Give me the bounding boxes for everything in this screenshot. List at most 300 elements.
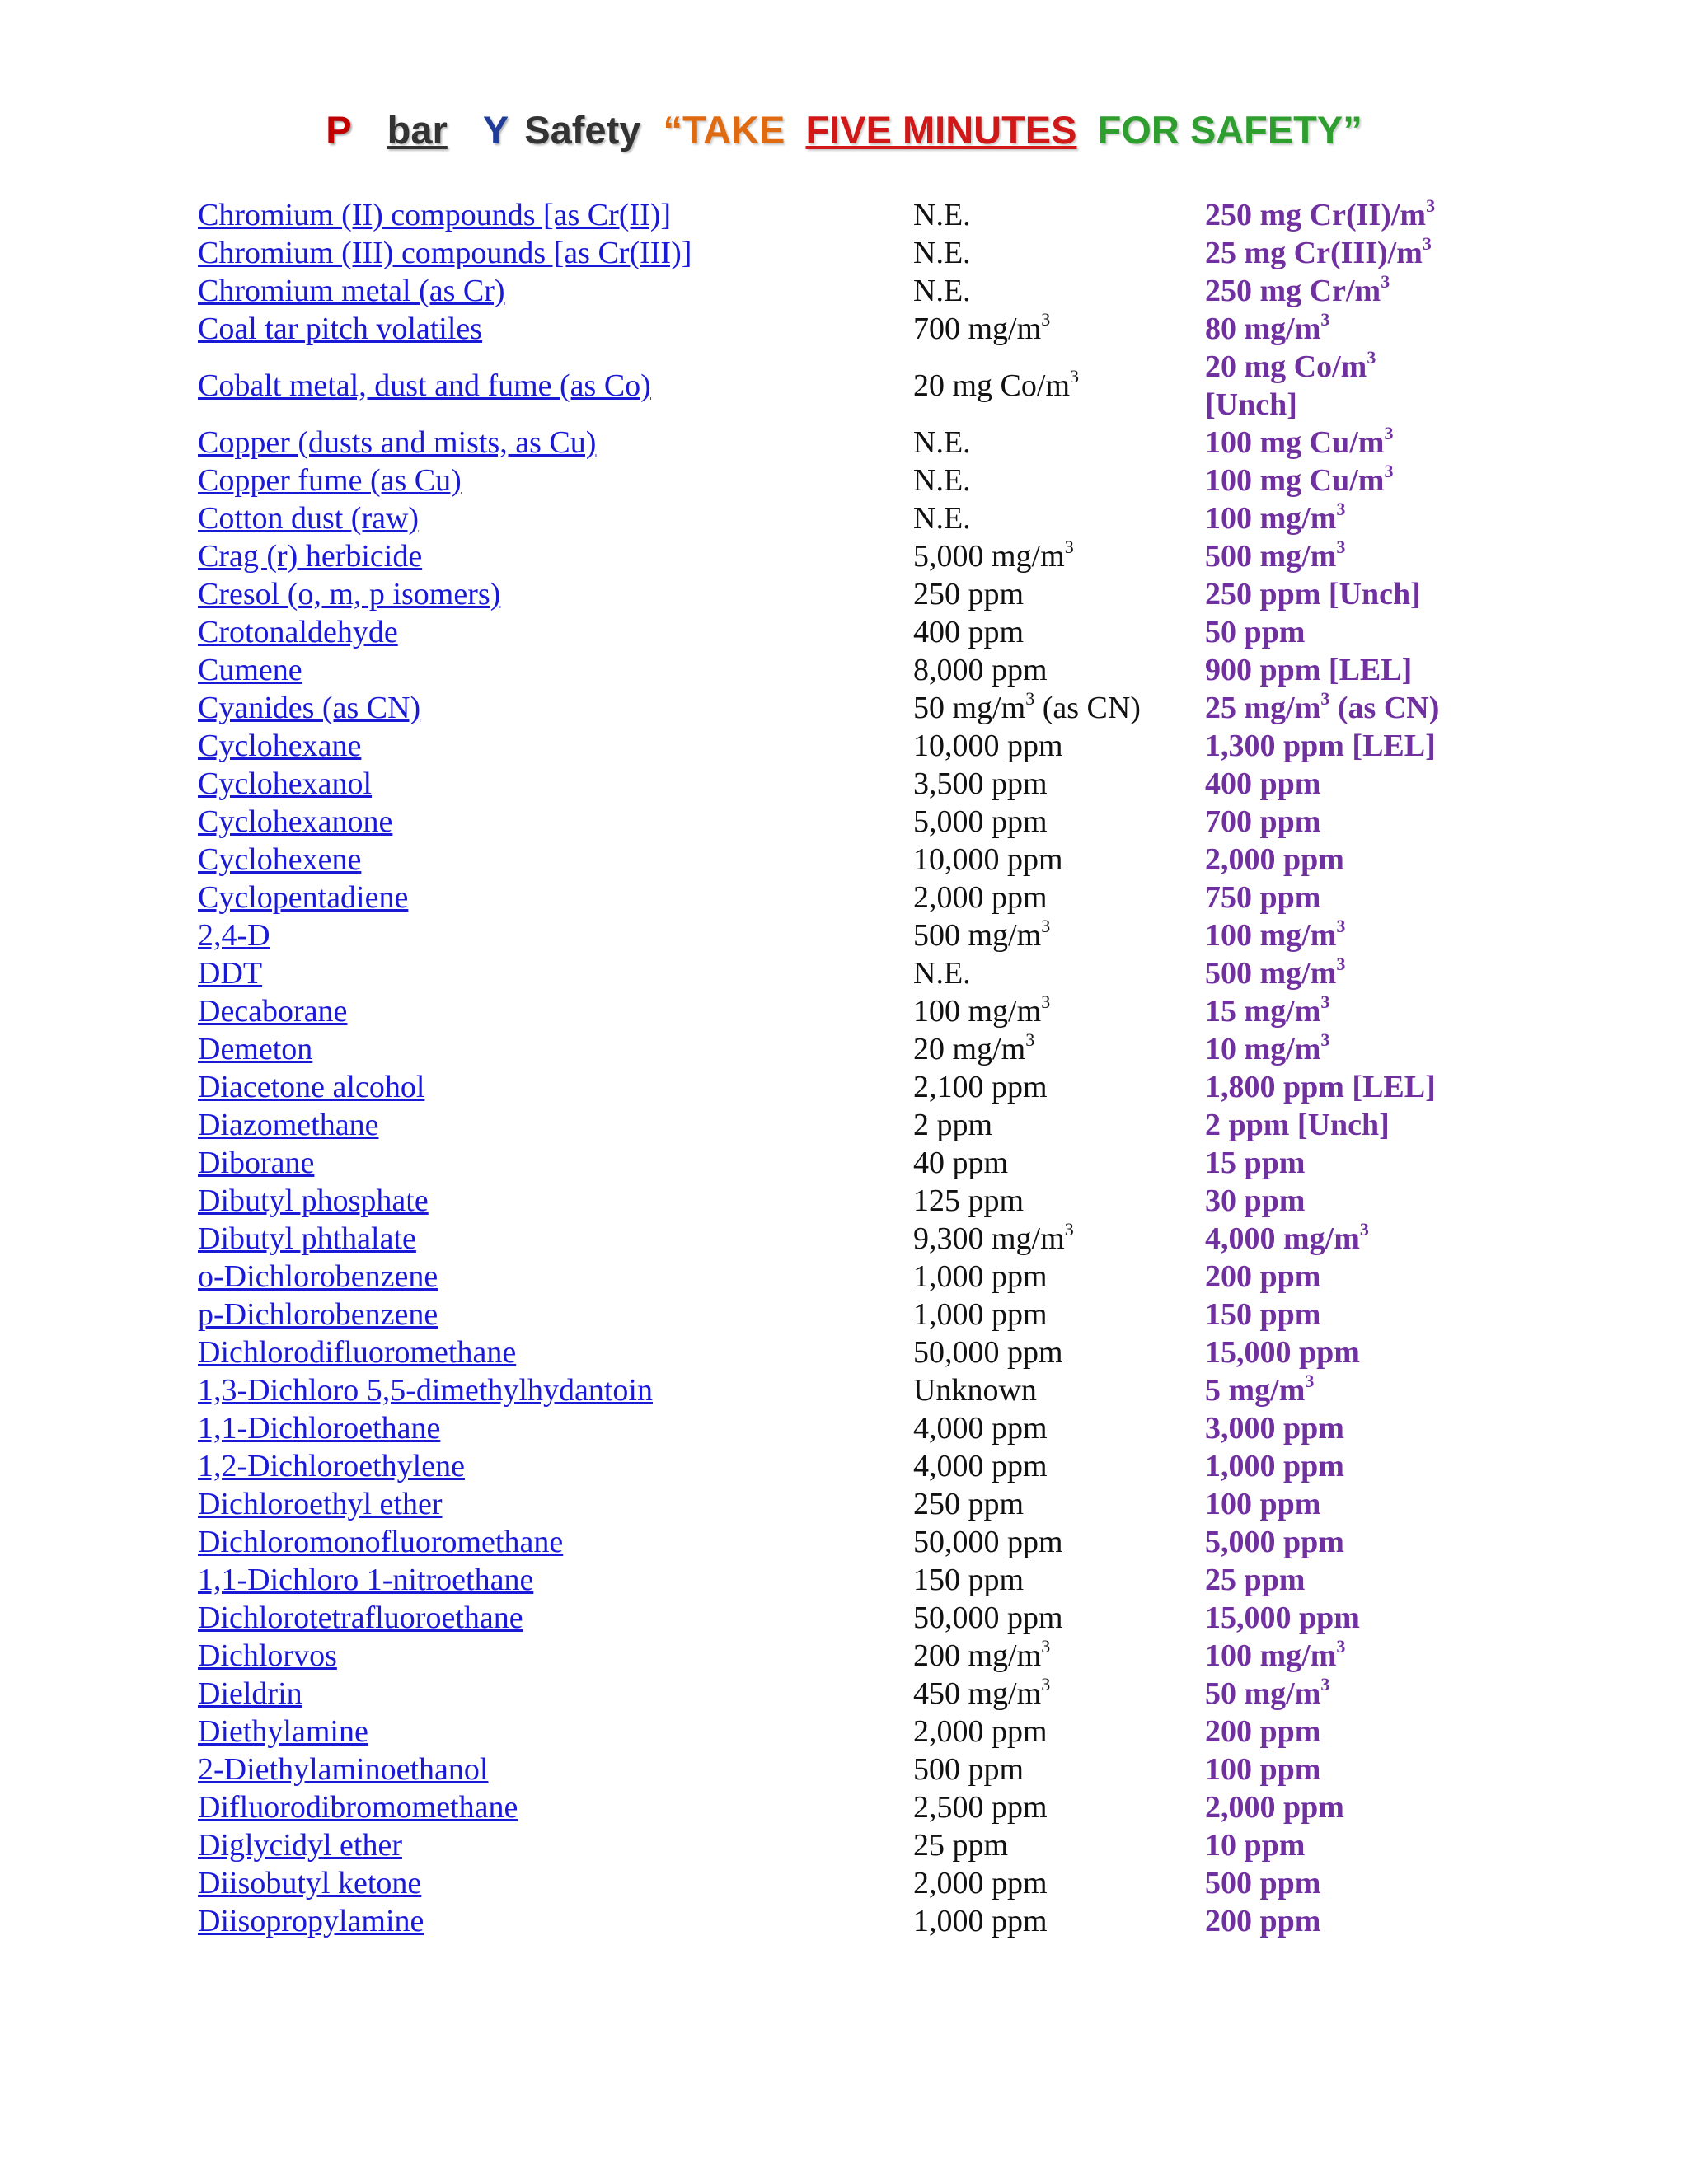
table-row bbox=[198, 954, 1502, 992]
chemical-name-cell bbox=[198, 1864, 913, 1902]
original-idlh-value: 50,000 ppm bbox=[913, 1335, 1063, 1370]
chemical-name-link[interactable]: p-Dichlorobenzene bbox=[198, 1297, 438, 1332]
chemical-name-cell bbox=[198, 310, 913, 348]
unit-superscript: 3 bbox=[1426, 195, 1436, 217]
chemical-name-link[interactable]: 2,4-D bbox=[198, 918, 270, 953]
chemical-name-link[interactable]: Cyclohexanone bbox=[198, 804, 393, 839]
original-idlh-value: 1,000 ppm bbox=[913, 1259, 1048, 1294]
original-idlh-value: 200 mg/m bbox=[913, 1638, 1042, 1673]
revised-idlh-cell bbox=[1205, 272, 1502, 310]
revised-idlh-value: 100 ppm bbox=[1205, 1487, 1321, 1521]
revised-idlh-cell bbox=[1205, 916, 1502, 954]
original-idlh-value: N.E. bbox=[913, 236, 971, 270]
unit-superscript: 3 bbox=[1041, 916, 1051, 937]
original-idlh-value: 500 ppm bbox=[913, 1752, 1025, 1787]
original-idlh-cell bbox=[913, 613, 1205, 651]
original-idlh-cell bbox=[913, 1485, 1205, 1523]
original-idlh-cell bbox=[913, 1409, 1205, 1447]
revised-idlh-value: 200 ppm bbox=[1205, 1714, 1321, 1749]
unit-superscript: 3 bbox=[1336, 954, 1346, 975]
chemical-name-cell bbox=[198, 1523, 913, 1561]
revised-idlh-cell bbox=[1205, 1068, 1502, 1106]
chemical-name-cell bbox=[198, 992, 913, 1030]
original-idlh-cell bbox=[913, 1220, 1205, 1258]
chemical-name-cell bbox=[198, 1030, 913, 1068]
revised-idlh-cell bbox=[1205, 803, 1502, 841]
chemical-name-link[interactable]: 1,1-Dichloro 1-nitroethane bbox=[198, 1563, 534, 1597]
table-row bbox=[198, 992, 1502, 1030]
revised-idlh-cell bbox=[1205, 537, 1502, 575]
revised-idlh-value: 25 mg/m bbox=[1205, 691, 1321, 725]
original-idlh-value: 2,000 ppm bbox=[913, 1714, 1048, 1749]
original-idlh-cell bbox=[913, 1864, 1205, 1902]
chemical-name-link[interactable]: Dichloroethyl ether bbox=[198, 1487, 443, 1521]
table-row bbox=[198, 1106, 1502, 1144]
chemical-name-link[interactable]: Copper (dusts and mists, as Cu) bbox=[198, 425, 597, 460]
chemical-name-cell bbox=[198, 1599, 913, 1637]
original-idlh-cell bbox=[913, 1030, 1205, 1068]
original-idlh-value: 100 mg/m bbox=[913, 994, 1042, 1029]
revised-idlh-cell bbox=[1205, 1447, 1502, 1485]
revised-idlh-cell bbox=[1205, 689, 1502, 727]
revised-idlh-value: 500 mg/m bbox=[1205, 956, 1337, 991]
unit-superscript: 3 bbox=[1064, 1219, 1074, 1240]
chemical-name-cell bbox=[198, 1826, 913, 1864]
unit-superscript: 3 bbox=[1064, 537, 1074, 558]
chemical-name-cell bbox=[198, 499, 913, 537]
unit-superscript: 3 bbox=[1336, 916, 1346, 937]
original-idlh-value: 50,000 ppm bbox=[913, 1601, 1063, 1635]
original-idlh-value: 250 ppm bbox=[913, 577, 1025, 612]
revised-idlh-value: 100 mg Cu/m bbox=[1205, 425, 1385, 460]
revised-idlh-value: 700 ppm bbox=[1205, 804, 1321, 839]
revised-idlh-cell bbox=[1205, 1485, 1502, 1523]
revised-idlh-cell bbox=[1205, 1144, 1502, 1182]
chemical-name-link[interactable]: Chromium (III) compounds [as Cr(III)] bbox=[198, 236, 692, 270]
chemical-name-cell bbox=[198, 1675, 913, 1713]
revised-idlh-value: 100 ppm bbox=[1205, 1752, 1321, 1787]
revised-idlh-value: 5,000 ppm bbox=[1205, 1525, 1344, 1559]
chemical-name-link[interactable]: Decaborane bbox=[198, 994, 348, 1029]
header-take: “TAKE bbox=[663, 108, 785, 152]
table-row bbox=[198, 916, 1502, 954]
original-idlh-value: 1,000 ppm bbox=[913, 1297, 1048, 1332]
table-row bbox=[198, 1144, 1502, 1182]
unit-superscript: 3 bbox=[1070, 366, 1080, 387]
revised-idlh-suffix: (as CN) bbox=[1329, 691, 1440, 725]
table-row bbox=[198, 1258, 1502, 1296]
revised-idlh-value: 15 ppm bbox=[1205, 1146, 1306, 1180]
unit-superscript: 3 bbox=[1041, 309, 1051, 330]
revised-idlh-cell bbox=[1205, 954, 1502, 992]
original-idlh-cell bbox=[913, 765, 1205, 803]
table-row bbox=[198, 1220, 1502, 1258]
revised-idlh-cell bbox=[1205, 575, 1502, 613]
original-idlh-cell bbox=[913, 1106, 1205, 1144]
revised-idlh-cell bbox=[1205, 196, 1502, 234]
header-logo-p: P bbox=[326, 108, 352, 152]
revised-idlh-value: 500 mg/m bbox=[1205, 539, 1337, 574]
chemical-name-cell bbox=[198, 272, 913, 310]
chemical-name-cell bbox=[198, 348, 913, 424]
chemical-name-cell bbox=[198, 954, 913, 992]
original-idlh-cell bbox=[913, 1523, 1205, 1561]
revised-idlh-value: 2,000 ppm bbox=[1205, 842, 1344, 877]
header-five-minutes: FIVE MINUTES bbox=[805, 108, 1077, 152]
table-row bbox=[198, 348, 1502, 424]
table-row bbox=[198, 1409, 1502, 1447]
revised-idlh-value: 1,300 ppm [LEL] bbox=[1205, 729, 1436, 763]
original-idlh-cell bbox=[913, 879, 1205, 916]
revised-idlh-value: 50 ppm bbox=[1205, 615, 1306, 649]
chemical-name-link[interactable]: Cyanides (as CN) bbox=[198, 691, 421, 725]
chemical-name-cell bbox=[198, 1788, 913, 1826]
unit-superscript: 3 bbox=[1320, 309, 1330, 330]
table-row bbox=[198, 1713, 1502, 1750]
chemical-name-cell bbox=[198, 1296, 913, 1333]
chemical-name-link[interactable]: Diazomethane bbox=[198, 1108, 379, 1142]
unit-superscript: 3 bbox=[1367, 347, 1376, 368]
original-idlh-value: 40 ppm bbox=[913, 1146, 1009, 1180]
chemical-name-link[interactable]: Dichlorotetrafluoroethane bbox=[198, 1601, 523, 1635]
chemical-name-cell bbox=[198, 803, 913, 841]
original-idlh-value: 20 mg/m bbox=[913, 1032, 1026, 1066]
chemical-name-link[interactable]: Cyclohexene bbox=[198, 842, 362, 877]
table-row bbox=[198, 1068, 1502, 1106]
page-header bbox=[0, 107, 1688, 152]
table-row bbox=[198, 537, 1502, 575]
revised-idlh-cell bbox=[1205, 1675, 1502, 1713]
chemical-name-cell bbox=[198, 1485, 913, 1523]
chemical-name-link[interactable]: 1,3-Dichloro 5,5-dimethylhydantoin bbox=[198, 1373, 653, 1408]
original-idlh-value: 3,500 ppm bbox=[913, 766, 1048, 801]
revised-idlh-value: 100 mg/m bbox=[1205, 1638, 1337, 1673]
table-row bbox=[198, 765, 1502, 803]
unit-superscript: 3 bbox=[1320, 1674, 1330, 1695]
revised-idlh-cell bbox=[1205, 1788, 1502, 1826]
revised-idlh-cell bbox=[1205, 651, 1502, 689]
revised-idlh-cell bbox=[1205, 234, 1502, 272]
original-idlh-value: N.E. bbox=[913, 425, 971, 460]
original-idlh-cell bbox=[913, 1333, 1205, 1371]
revised-idlh-cell bbox=[1205, 1561, 1502, 1599]
unit-superscript: 3 bbox=[1422, 233, 1432, 255]
original-idlh-value: 2,500 ppm bbox=[913, 1790, 1048, 1825]
table-row bbox=[198, 499, 1502, 537]
revised-idlh-cell bbox=[1205, 879, 1502, 916]
chemical-name-link[interactable]: Diglycidyl ether bbox=[198, 1828, 402, 1863]
chemical-name-cell bbox=[198, 462, 913, 499]
header-logo-bar: bar bbox=[387, 108, 448, 152]
original-idlh-value: 4,000 ppm bbox=[913, 1449, 1048, 1483]
revised-idlh-value: 1,000 ppm bbox=[1205, 1449, 1344, 1483]
original-idlh-cell bbox=[913, 727, 1205, 765]
table-row bbox=[198, 1182, 1502, 1220]
revised-idlh-value: 250 mg Cr/m bbox=[1205, 274, 1381, 308]
revised-idlh-note: [Unch] bbox=[1205, 387, 1297, 422]
original-idlh-value: 250 ppm bbox=[913, 1487, 1025, 1521]
unit-superscript: 3 bbox=[1041, 991, 1051, 1013]
chemical-name-cell bbox=[198, 1371, 913, 1409]
revised-idlh-cell bbox=[1205, 1409, 1502, 1447]
chemical-name-link[interactable]: Dibutyl phosphate bbox=[198, 1183, 429, 1218]
chemical-name-link[interactable]: Crotonaldehyde bbox=[198, 615, 398, 649]
revised-idlh-value: 100 mg/m bbox=[1205, 918, 1337, 953]
table-row bbox=[198, 1561, 1502, 1599]
table-row bbox=[198, 803, 1502, 841]
unit-superscript: 3 bbox=[1336, 1636, 1346, 1657]
unit-superscript: 3 bbox=[1320, 991, 1330, 1013]
original-idlh-cell bbox=[913, 1902, 1205, 1940]
original-idlh-value: 5,000 mg/m bbox=[913, 539, 1065, 574]
table-row bbox=[198, 272, 1502, 310]
chemical-name-link[interactable]: o-Dichlorobenzene bbox=[198, 1259, 438, 1294]
revised-idlh-cell bbox=[1205, 499, 1502, 537]
revised-idlh-value: 3,000 ppm bbox=[1205, 1411, 1344, 1446]
chemical-name-link[interactable]: Cumene bbox=[198, 653, 302, 687]
original-idlh-cell bbox=[913, 1371, 1205, 1409]
table-row bbox=[198, 1675, 1502, 1713]
chemical-name-cell bbox=[198, 1258, 913, 1296]
revised-idlh-value: 200 ppm bbox=[1205, 1904, 1321, 1938]
revised-idlh-value: 750 ppm bbox=[1205, 880, 1321, 915]
table-row bbox=[198, 1599, 1502, 1637]
original-idlh-cell bbox=[913, 1788, 1205, 1826]
chemical-name-cell bbox=[198, 651, 913, 689]
table-row bbox=[198, 1788, 1502, 1826]
revised-idlh-cell bbox=[1205, 1713, 1502, 1750]
chemical-name-link[interactable]: Coal tar pitch volatiles bbox=[198, 312, 483, 346]
chemical-name-link[interactable]: Dichlorodifluoromethane bbox=[198, 1335, 517, 1370]
table-row bbox=[198, 1447, 1502, 1485]
table-row bbox=[198, 689, 1502, 727]
header-for-safety: FOR SAFETY” bbox=[1097, 108, 1362, 152]
table-row bbox=[198, 1371, 1502, 1409]
revised-idlh-value: 100 mg Cu/m bbox=[1205, 463, 1385, 498]
chemical-name-cell bbox=[198, 765, 913, 803]
revised-idlh-cell bbox=[1205, 1864, 1502, 1902]
chemical-name-cell bbox=[198, 1447, 913, 1485]
chemical-name-link[interactable]: 1,2-Dichloroethylene bbox=[198, 1449, 465, 1483]
revised-idlh-cell bbox=[1205, 462, 1502, 499]
original-idlh-value: 10,000 ppm bbox=[913, 729, 1063, 763]
revised-idlh-value: 900 ppm [LEL] bbox=[1205, 653, 1413, 687]
revised-idlh-cell bbox=[1205, 424, 1502, 462]
chemical-name-cell bbox=[198, 1637, 913, 1675]
table-row bbox=[198, 613, 1502, 651]
revised-idlh-value: 25 mg Cr(III)/m bbox=[1205, 236, 1423, 270]
original-idlh-cell bbox=[913, 651, 1205, 689]
revised-idlh-cell bbox=[1205, 1182, 1502, 1220]
revised-idlh-value: 15 mg/m bbox=[1205, 994, 1321, 1029]
chemical-name-cell bbox=[198, 1220, 913, 1258]
original-idlh-cell bbox=[913, 1675, 1205, 1713]
original-idlh-value: 125 ppm bbox=[913, 1183, 1025, 1218]
chemical-name-link[interactable]: Cotton dust (raw) bbox=[198, 501, 420, 536]
table-row bbox=[198, 1030, 1502, 1068]
original-idlh-cell bbox=[913, 234, 1205, 272]
original-idlh-value: 50 mg/m bbox=[913, 691, 1026, 725]
unit-superscript: 3 bbox=[1381, 271, 1390, 293]
original-idlh-value: N.E. bbox=[913, 956, 971, 991]
original-idlh-value: 400 ppm bbox=[913, 615, 1025, 649]
chemical-name-link[interactable]: 1,1-Dichloroethane bbox=[198, 1411, 441, 1446]
revised-idlh-cell bbox=[1205, 1902, 1502, 1940]
original-idlh-value: 2,000 ppm bbox=[913, 1866, 1048, 1900]
chemical-name-link[interactable]: Chromium metal (as Cr) bbox=[198, 274, 505, 308]
original-idlh-cell bbox=[913, 916, 1205, 954]
revised-idlh-cell bbox=[1205, 348, 1502, 424]
unit-superscript: 3 bbox=[1041, 1636, 1051, 1657]
original-idlh-value: 25 ppm bbox=[913, 1828, 1009, 1863]
revised-idlh-value: 10 mg/m bbox=[1205, 1032, 1321, 1066]
original-idlh-cell bbox=[913, 689, 1205, 727]
chemical-name-cell bbox=[198, 196, 913, 234]
table-row bbox=[198, 234, 1502, 272]
unit-superscript: 3 bbox=[1320, 1029, 1330, 1051]
header-safety: Safety bbox=[524, 108, 641, 152]
original-idlh-cell bbox=[913, 803, 1205, 841]
chemical-name-cell bbox=[198, 1144, 913, 1182]
unit-superscript: 3 bbox=[1041, 1674, 1051, 1695]
table-row bbox=[198, 1637, 1502, 1675]
revised-idlh-cell bbox=[1205, 1030, 1502, 1068]
original-idlh-cell bbox=[913, 1182, 1205, 1220]
original-idlh-cell bbox=[913, 954, 1205, 992]
chemical-name-link[interactable]: 2-Diethylaminoethanol bbox=[198, 1752, 489, 1787]
header-logo-y: Y bbox=[482, 108, 509, 152]
chemical-name-link[interactable]: Cobalt metal, dust and fume (as Co) bbox=[198, 368, 651, 403]
chemical-name-link[interactable]: Demeton bbox=[198, 1032, 313, 1066]
chemical-name-link[interactable]: Cyclopentadiene bbox=[198, 880, 409, 915]
table-row bbox=[198, 727, 1502, 765]
table-row bbox=[198, 1296, 1502, 1333]
revised-idlh-cell bbox=[1205, 1333, 1502, 1371]
chemical-name-cell bbox=[198, 575, 913, 613]
chemical-name-link[interactable]: DDT bbox=[198, 956, 263, 991]
chemical-name-cell bbox=[198, 1750, 913, 1788]
chemical-name-link[interactable]: Crag (r) herbicide bbox=[198, 539, 423, 574]
table-row bbox=[198, 1864, 1502, 1902]
original-idlh-cell bbox=[913, 1447, 1205, 1485]
revised-idlh-cell bbox=[1205, 310, 1502, 348]
chemical-name-link[interactable]: Diisobutyl ketone bbox=[198, 1866, 422, 1900]
original-idlh-cell bbox=[913, 1258, 1205, 1296]
revised-idlh-value: 100 mg/m bbox=[1205, 501, 1337, 536]
revised-idlh-value: 4,000 mg/m bbox=[1205, 1221, 1360, 1256]
original-idlh-value: 4,000 ppm bbox=[913, 1411, 1048, 1446]
unit-superscript: 3 bbox=[1359, 1219, 1369, 1240]
chemical-name-link[interactable]: Diisopropylamine bbox=[198, 1904, 424, 1938]
original-idlh-value: 700 mg/m bbox=[913, 312, 1042, 346]
revised-idlh-cell bbox=[1205, 1826, 1502, 1864]
chemical-name-link[interactable]: Chromium (II) compounds [as Cr(II)] bbox=[198, 198, 672, 232]
table-row bbox=[198, 310, 1502, 348]
chemical-name-cell bbox=[198, 1182, 913, 1220]
original-idlh-value: 50,000 ppm bbox=[913, 1525, 1063, 1559]
revised-idlh-value: 250 ppm [Unch] bbox=[1205, 577, 1421, 612]
chemical-name-link[interactable]: Diethylamine bbox=[198, 1714, 368, 1749]
original-idlh-value: 10,000 ppm bbox=[913, 842, 1063, 877]
chemical-name-link[interactable]: Cyclohexane bbox=[198, 729, 362, 763]
unit-superscript: 3 bbox=[1025, 1029, 1035, 1051]
unit-superscript: 3 bbox=[1384, 461, 1394, 482]
revised-idlh-cell bbox=[1205, 1750, 1502, 1788]
original-idlh-cell bbox=[913, 841, 1205, 879]
chemical-name-cell bbox=[198, 1713, 913, 1750]
revised-idlh-value: 25 ppm bbox=[1205, 1563, 1306, 1597]
revised-idlh-value: 15,000 ppm bbox=[1205, 1335, 1360, 1370]
original-idlh-value: N.E. bbox=[913, 198, 971, 232]
unit-superscript: 3 bbox=[1384, 423, 1394, 444]
original-idlh-cell bbox=[913, 348, 1205, 424]
original-idlh-cell bbox=[913, 1561, 1205, 1599]
original-idlh-value: 9,300 mg/m bbox=[913, 1221, 1065, 1256]
chemical-name-link[interactable]: Difluorodibromomethane bbox=[198, 1790, 518, 1825]
table-row bbox=[198, 424, 1502, 462]
revised-idlh-value: 2,000 ppm bbox=[1205, 1790, 1344, 1825]
unit-superscript: 3 bbox=[1320, 688, 1330, 710]
revised-idlh-cell bbox=[1205, 727, 1502, 765]
table-row bbox=[198, 1902, 1502, 1940]
table-row bbox=[198, 1333, 1502, 1371]
chemical-name-link[interactable]: Dieldrin bbox=[198, 1676, 302, 1711]
unit-superscript: 3 bbox=[1025, 688, 1035, 710]
table-row bbox=[198, 879, 1502, 916]
chemical-name-link[interactable]: Diacetone alcohol bbox=[198, 1070, 425, 1104]
revised-idlh-cell bbox=[1205, 613, 1502, 651]
original-idlh-cell bbox=[913, 272, 1205, 310]
original-idlh-cell bbox=[913, 1144, 1205, 1182]
table-row bbox=[198, 1826, 1502, 1864]
chemical-name-link[interactable]: Copper fume (as Cu) bbox=[198, 463, 462, 498]
revised-idlh-value: 500 ppm bbox=[1205, 1866, 1321, 1900]
chemical-name-cell bbox=[198, 537, 913, 575]
chemical-name-link[interactable]: Cyclohexanol bbox=[198, 766, 373, 801]
revised-idlh-cell bbox=[1205, 1599, 1502, 1637]
original-idlh-cell bbox=[913, 1637, 1205, 1675]
table-row bbox=[198, 841, 1502, 879]
original-idlh-cell bbox=[913, 499, 1205, 537]
revised-idlh-value: 250 mg Cr(II)/m bbox=[1205, 198, 1427, 232]
table-row bbox=[198, 651, 1502, 689]
original-idlh-value: Unknown bbox=[913, 1373, 1037, 1408]
chemical-name-link[interactable]: Cresol (o, m, p isomers) bbox=[198, 577, 501, 612]
original-idlh-cell bbox=[913, 1599, 1205, 1637]
revised-idlh-cell bbox=[1205, 765, 1502, 803]
revised-idlh-value: 10 ppm bbox=[1205, 1828, 1306, 1863]
original-idlh-value: N.E. bbox=[913, 463, 971, 498]
chemical-name-link[interactable]: Diborane bbox=[198, 1146, 315, 1180]
original-idlh-suffix: (as CN) bbox=[1034, 691, 1141, 725]
chemical-name-link[interactable]: Dichlorvos bbox=[198, 1638, 337, 1673]
chemical-name-link[interactable]: Dibutyl phthalate bbox=[198, 1221, 416, 1256]
chemical-name-link[interactable]: Dichloromonofluoromethane bbox=[198, 1525, 564, 1559]
original-idlh-cell bbox=[913, 537, 1205, 575]
revised-idlh-value: 30 ppm bbox=[1205, 1183, 1306, 1218]
table-row bbox=[198, 1750, 1502, 1788]
revised-idlh-value: 200 ppm bbox=[1205, 1259, 1321, 1294]
revised-idlh-value: 80 mg/m bbox=[1205, 312, 1321, 346]
original-idlh-value: 500 mg/m bbox=[913, 918, 1042, 953]
original-idlh-cell bbox=[913, 1750, 1205, 1788]
original-idlh-value: N.E. bbox=[913, 274, 971, 308]
original-idlh-value: 2,100 ppm bbox=[913, 1070, 1048, 1104]
revised-idlh-cell bbox=[1205, 1106, 1502, 1144]
original-idlh-value: N.E. bbox=[913, 501, 971, 536]
chemical-name-cell bbox=[198, 879, 913, 916]
chemical-name-cell bbox=[198, 424, 913, 462]
